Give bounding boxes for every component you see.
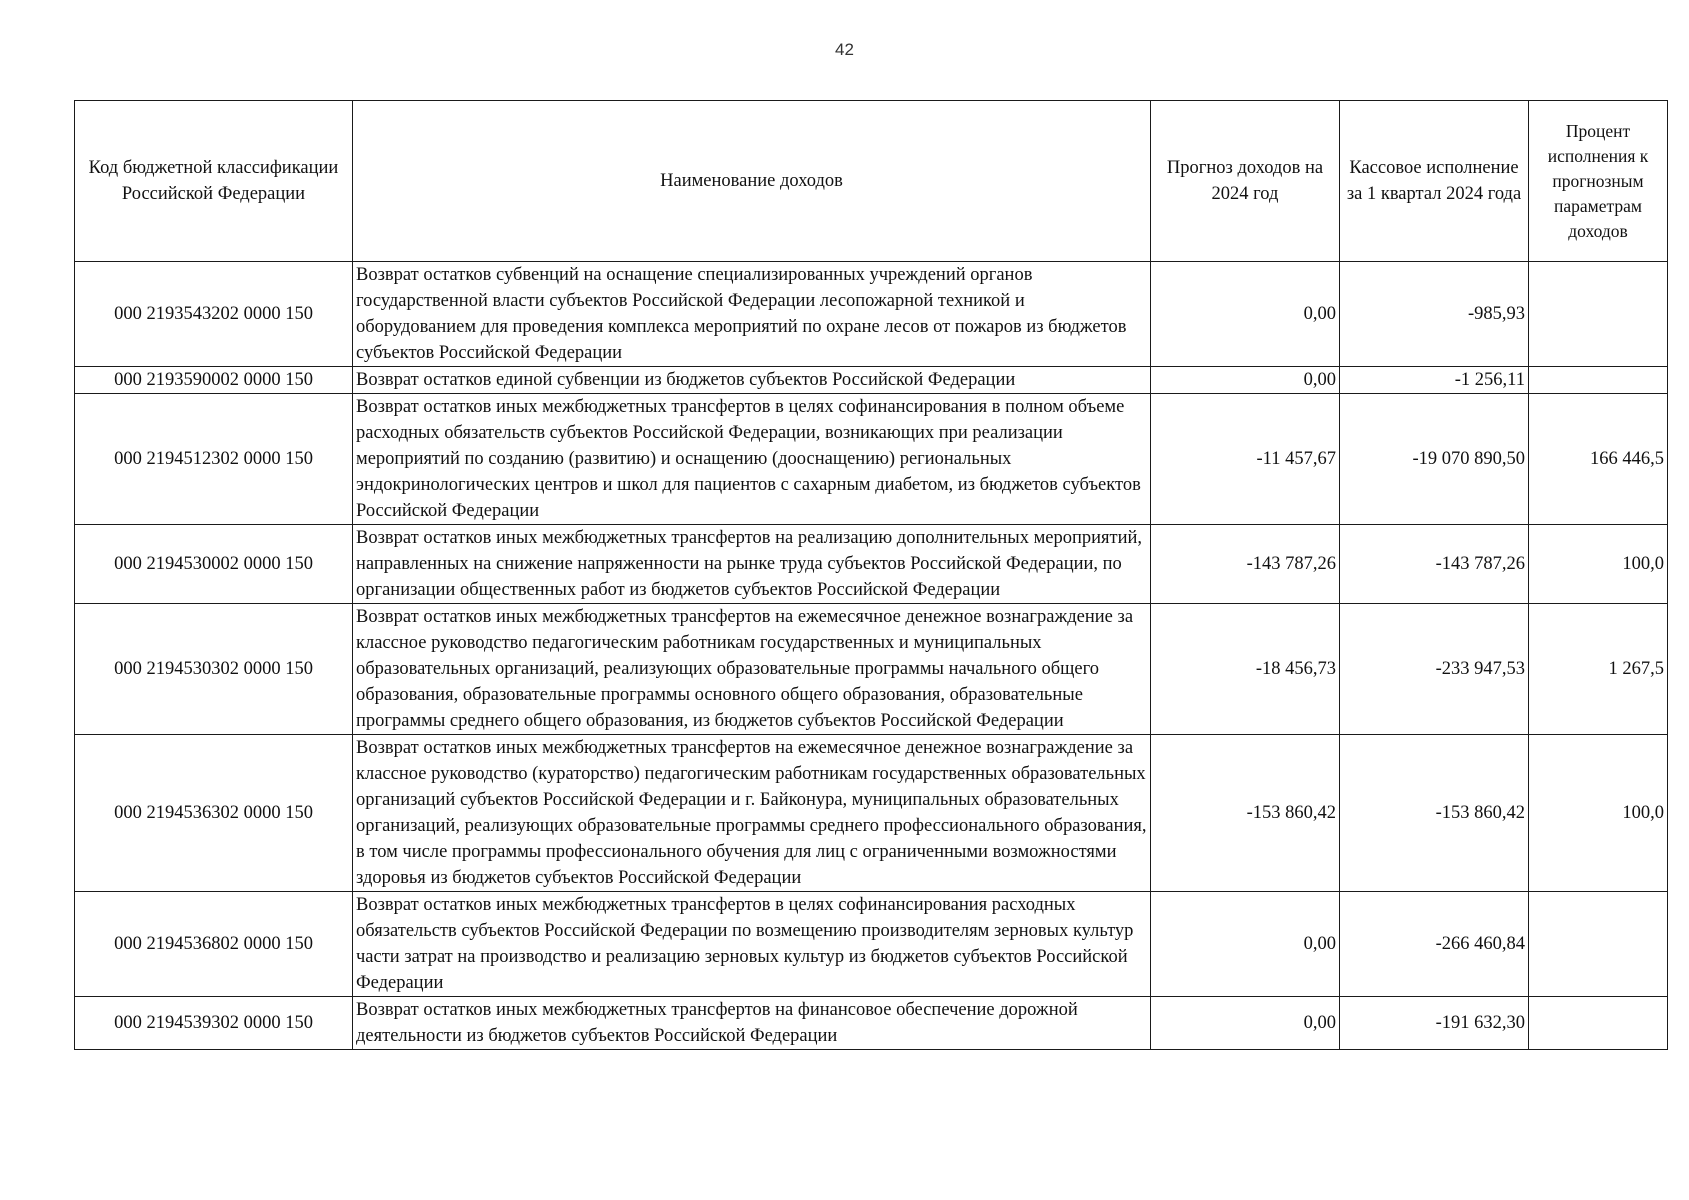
- row-execution: -143 787,26: [1340, 525, 1529, 604]
- row-execution: -233 947,53: [1340, 604, 1529, 735]
- table-row: [75, 997, 1668, 1050]
- table-header: [75, 101, 1668, 262]
- row-code: 000 2194536802 0000 150: [75, 892, 353, 997]
- row-forecast: 0,00: [1151, 262, 1340, 367]
- row-percent: 166 446,5: [1529, 394, 1668, 525]
- row-code: 000 2194512302 0000 150: [75, 394, 353, 525]
- row-forecast: -11 457,67: [1151, 394, 1340, 525]
- header-code: Код бюджетной классификации Российской Федерации: [75, 101, 353, 262]
- row-percent: [1529, 892, 1668, 997]
- row-name: Возврат остатков иных межбюджетных трансфертов на ежемесячное денежное вознаграждение за классное руководство педагогическим работникам государственных и муниципальных образовательных организаций, реализующих образовательные программы начального общего образования, образовательные программы основного общего образования, образовательные программы среднего общего образования, из бюджетов субъектов Российской Федерации: [353, 604, 1151, 735]
- row-execution: -266 460,84: [1340, 892, 1529, 997]
- row-name: Возврат остатков иных межбюджетных трансфертов в целях софинансирования расходных обязательств субъектов Российской Федерации по возмещению производителям зерновых культур части затрат на производство и реализацию зерновых культур из бюджетов субъектов Российской Федерации: [353, 892, 1151, 997]
- table-row: [75, 262, 1668, 367]
- row-name: Возврат остатков иных межбюджетных трансфертов в целях софинансирования в полном объеме расходных обязательств субъектов Российской Федерации, возникающих при реализации мероприятий по созданию (развитию) и оснащению (дооснащению) региональных эндокринологических центров и школ для пациентов с сахарным диабетом, из бюджетов субъектов Российской Федерации: [353, 394, 1151, 525]
- table-row: [75, 892, 1668, 997]
- header-execution: Кассовое исполнение за 1 квартал 2024 года: [1340, 101, 1529, 262]
- row-percent: [1529, 262, 1668, 367]
- row-forecast: -153 860,42: [1151, 735, 1340, 892]
- row-name: Возврат остатков субвенций на оснащение специализированных учреждений органов государственной власти субъектов Российской Федерации лесопожарной техникой и оборудованием для проведения комплекса мероприятий по охране лесов от пожаров из бюджетов субъектов Российской Федерации: [353, 262, 1151, 367]
- row-code: 000 2194536302 0000 150: [75, 735, 353, 892]
- row-code: 000 2194530302 0000 150: [75, 604, 353, 735]
- row-code: 000 2193543202 0000 150: [75, 262, 353, 367]
- row-code: 000 2193590002 0000 150: [75, 367, 353, 394]
- row-execution: -19 070 890,50: [1340, 394, 1529, 525]
- row-forecast: 0,00: [1151, 892, 1340, 997]
- row-forecast: -143 787,26: [1151, 525, 1340, 604]
- row-code: 000 2194530002 0000 150: [75, 525, 353, 604]
- header-percent: Процент исполнения к прогнозным параметрам доходов: [1529, 101, 1668, 262]
- row-name: Возврат остатков иных межбюджетных трансфертов на финансовое обеспечение дорожной деятельности из бюджетов субъектов Российской Федерации: [353, 997, 1151, 1050]
- row-percent: [1529, 997, 1668, 1050]
- row-name: Возврат остатков иных межбюджетных трансфертов на реализацию дополнительных мероприятий, направленных на снижение напряженности на рынке труда субъектов Российской Федерации, по организации общественных работ из бюджетов субъектов Российской Федерации: [353, 525, 1151, 604]
- header-forecast: Прогноз доходов на 2024 год: [1151, 101, 1340, 262]
- row-percent: 100,0: [1529, 525, 1668, 604]
- income-table: [74, 100, 1668, 1050]
- row-execution: -985,93: [1340, 262, 1529, 367]
- row-code: 000 2194539302 0000 150: [75, 997, 353, 1050]
- row-forecast: -18 456,73: [1151, 604, 1340, 735]
- header-name: Наименование доходов: [353, 101, 1151, 262]
- header-row: [75, 101, 1668, 262]
- table-row: [75, 735, 1668, 892]
- row-name: Возврат остатков иных межбюджетных трансфертов на ежемесячное денежное вознаграждение за классное руководство (кураторство) педагогическим работникам государственных образовательных организаций субъектов Российской Федерации и г. Байконура, муниципальных образовательных организаций, реализующих образовательные программы среднего профессионального образования, в том числе программы профессионального обучения для лиц с ограниченными возможностями здоровья из бюджетов субъектов Российской Федерации: [353, 735, 1151, 892]
- row-execution: -191 632,30: [1340, 997, 1529, 1050]
- row-forecast: 0,00: [1151, 997, 1340, 1050]
- row-percent: 1 267,5: [1529, 604, 1668, 735]
- table-body: [75, 262, 1668, 1050]
- row-execution: -1 256,11: [1340, 367, 1529, 394]
- table-row: [75, 394, 1668, 525]
- row-percent: 100,0: [1529, 735, 1668, 892]
- row-name: Возврат остатков единой субвенции из бюджетов субъектов Российской Федерации: [353, 367, 1151, 394]
- row-execution: -153 860,42: [1340, 735, 1529, 892]
- table-row: [75, 525, 1668, 604]
- page-number: 42: [835, 40, 854, 59]
- table-row: [75, 604, 1668, 735]
- row-percent: [1529, 367, 1668, 394]
- row-forecast: 0,00: [1151, 367, 1340, 394]
- table-row: [75, 367, 1668, 394]
